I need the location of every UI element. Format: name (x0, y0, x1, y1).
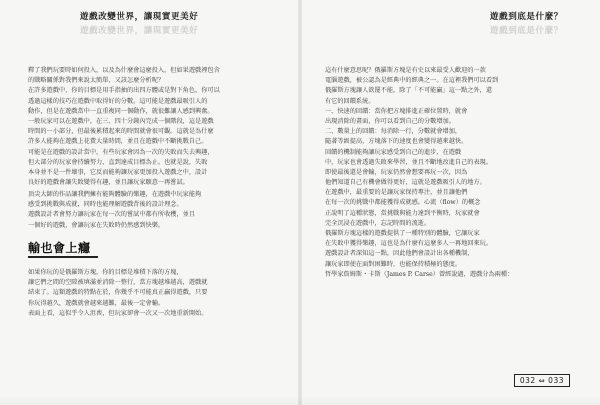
left-running-head (80, 10, 198, 36)
text-line: 有它的回饋系統。 (325, 97, 375, 105)
text-line: 哲學家詹姆斯・卡斯（James P. Carse）曾經說過，遊戲分為兩種： (325, 270, 514, 278)
text-line: 本身並不是一件壞事，它反而能夠讓玩家更加投入遊戲之中，設計 (28, 168, 208, 176)
text-line: 遊戲設計者深知這一點，因此他們會設計出各種機制， (325, 250, 474, 258)
right-body (325, 66, 580, 280)
left-body-mid (28, 190, 278, 231)
text-line: 一、快速的回饋：當你把方塊排進正確位置時，就會 (325, 107, 468, 115)
text-line: 在失敗中獲得樂趣，這也是為什麼有這麼多人一再地回來玩。 (325, 240, 493, 248)
text-line: 中，玩家也會透過失敗來學習，並且不斷地改進自己的表現。 (325, 158, 493, 166)
text-line: 遊戲設計者會努力讓玩家在每一次的嘗試中都有所收穫，並且 (28, 211, 196, 219)
text-line: 在每一次的挑戰中都能獲得成就感。心流（flow）的概念 (325, 199, 481, 207)
text-line: 即使最後還是會輸，玩家仍然會想要再玩一次，因為 (325, 168, 468, 176)
right-running-head-ghost: 遊戲到底是什麼？ (490, 26, 563, 36)
text-line: 正說明了這種狀態，當挑戰與能力達到平衡時，玩家就會 (325, 209, 480, 217)
text-line: 這有什麼意思呢？俄羅斯方塊是有史以來最受人歡迎的一款 (325, 67, 486, 74)
text-line: 良好的遊戲會讓失敗變得有趣，並且讓玩家願意一再嘗試。 (28, 179, 189, 187)
left-body-bottom (28, 268, 278, 319)
text-line: 完全沉浸在遊戲中，忘記時間的流逝。 (325, 219, 431, 227)
text-line: 一個好的遊戲，會讓玩家在失敗時仍然感到快樂。 (28, 221, 165, 229)
text-line: 在許多遊戲中，你的目標是用手指抽的出四方體或是對下角色，你可以 (28, 87, 220, 95)
text-line: 結束了。這類遊戲的特點在於，你幾乎不可能真正贏得遊戲，只要 (28, 289, 208, 297)
text-line: 表面上看，這似乎令人沮喪，但玩家卻會一次又一次地重新開始。 (28, 309, 208, 317)
text-line: 時間的一小部分，但最後累積起來的時間就會很可觀。這就是為什麼 (28, 128, 214, 136)
section-heading: 輸也會上癮 (28, 241, 91, 255)
text-line: 隨著等級提高，方塊落下的速度也會變得越來越快。 (325, 138, 468, 146)
text-line: 回饋的機制能夠讓玩家感受到自己的進步，在遊戲 (325, 148, 462, 156)
text-line: 頂尖大師的作品讓我們擁有能夠體驗的樂趣，在遊戲中玩家能夠 (28, 191, 202, 198)
text-line: 的戰略關係對我們來說太簡單，又該怎麼分析呢？ (28, 77, 165, 85)
left-body-top (28, 66, 278, 188)
text-line: 如果你玩的是俄羅斯方塊，你的目標是堆積下落的方塊， (28, 269, 183, 276)
page-shadow (0, 395, 600, 405)
text-line: 感受到挑戰與成就，同時也能理解遊戲背後的設計理念。 (28, 201, 183, 209)
text-line: 你玩得越久，遊戲就會越來越難，最後一定會輸。 (28, 299, 165, 307)
text-line: 出現消除的畫面，你可以看到自己的分數增加。 (325, 117, 455, 125)
page-number: 032 ⇔ 033 (514, 374, 570, 387)
section-heading-rule (28, 256, 98, 258)
text-line: 透過這樣的技巧在遊戲中取得好的分數。這可能是遊戲最吸引人的 (28, 97, 208, 105)
left-running-head-text: 遊戲改變世界，讓現實更美好 (80, 12, 199, 22)
text-line: 俄羅斯方塊讓人欲罷不能，除了「不可能贏」這一點之外，還 (325, 87, 493, 95)
left-running-head-ghost: 遊戲改變世界，讓現實更美好 (80, 26, 199, 36)
text-line: 讓玩家即使在面對困難時，也能保持積極的態度。 (325, 260, 462, 268)
text-line: 許多人能夠在遊戲上花費大量時間，並且在遊戲中不斷挑戰自己。 (28, 138, 208, 146)
text-line: 但大部分的玩家會持續努力，直到達成目標為止。也就是說，失敗 (28, 158, 208, 166)
text-line: 讓它們之間的空隙被填滿並消除一整行，當方塊越堆越高，遊戲就 (28, 279, 208, 287)
text-line: 一般玩家可以在遊戲中，在三、四十分鐘內完成一個階段，這是遊戲 (28, 117, 214, 125)
text-line: 在遊戲中，最重要的是讓玩家保持專注，並且讓他們 (325, 189, 468, 197)
text-line: 他們知道自己有機會做得更好，這就是遊戲吸引人的地方。 (325, 179, 486, 187)
text-line: 電腦遊戲，被公認為是經典中的經典之一。在這裡我們可以看到 (325, 77, 499, 85)
text-line: 俄羅斯方塊這樣的遊戲提供了一種特別的體驗，它讓玩家 (325, 230, 480, 237)
text-line: 二、數量上的回饋：每消除一行，分數就會增加， (325, 128, 462, 136)
text-line: 動作，但是在遊戲當中一直重複同一個動作，就很難讓人感到興奮。 (28, 107, 214, 115)
text-line: 可能是在遊戲的設計當中，有些玩家會因為一次的失敗而失去興趣， (28, 148, 214, 156)
right-running-head (490, 10, 563, 36)
right-running-head-text: 遊戲到底是什麼？ (490, 12, 563, 22)
text-line: 釋了我們玩要時如何投入，以及為什麼會這麼投入。但如果遊戲裡包含 (28, 67, 220, 74)
